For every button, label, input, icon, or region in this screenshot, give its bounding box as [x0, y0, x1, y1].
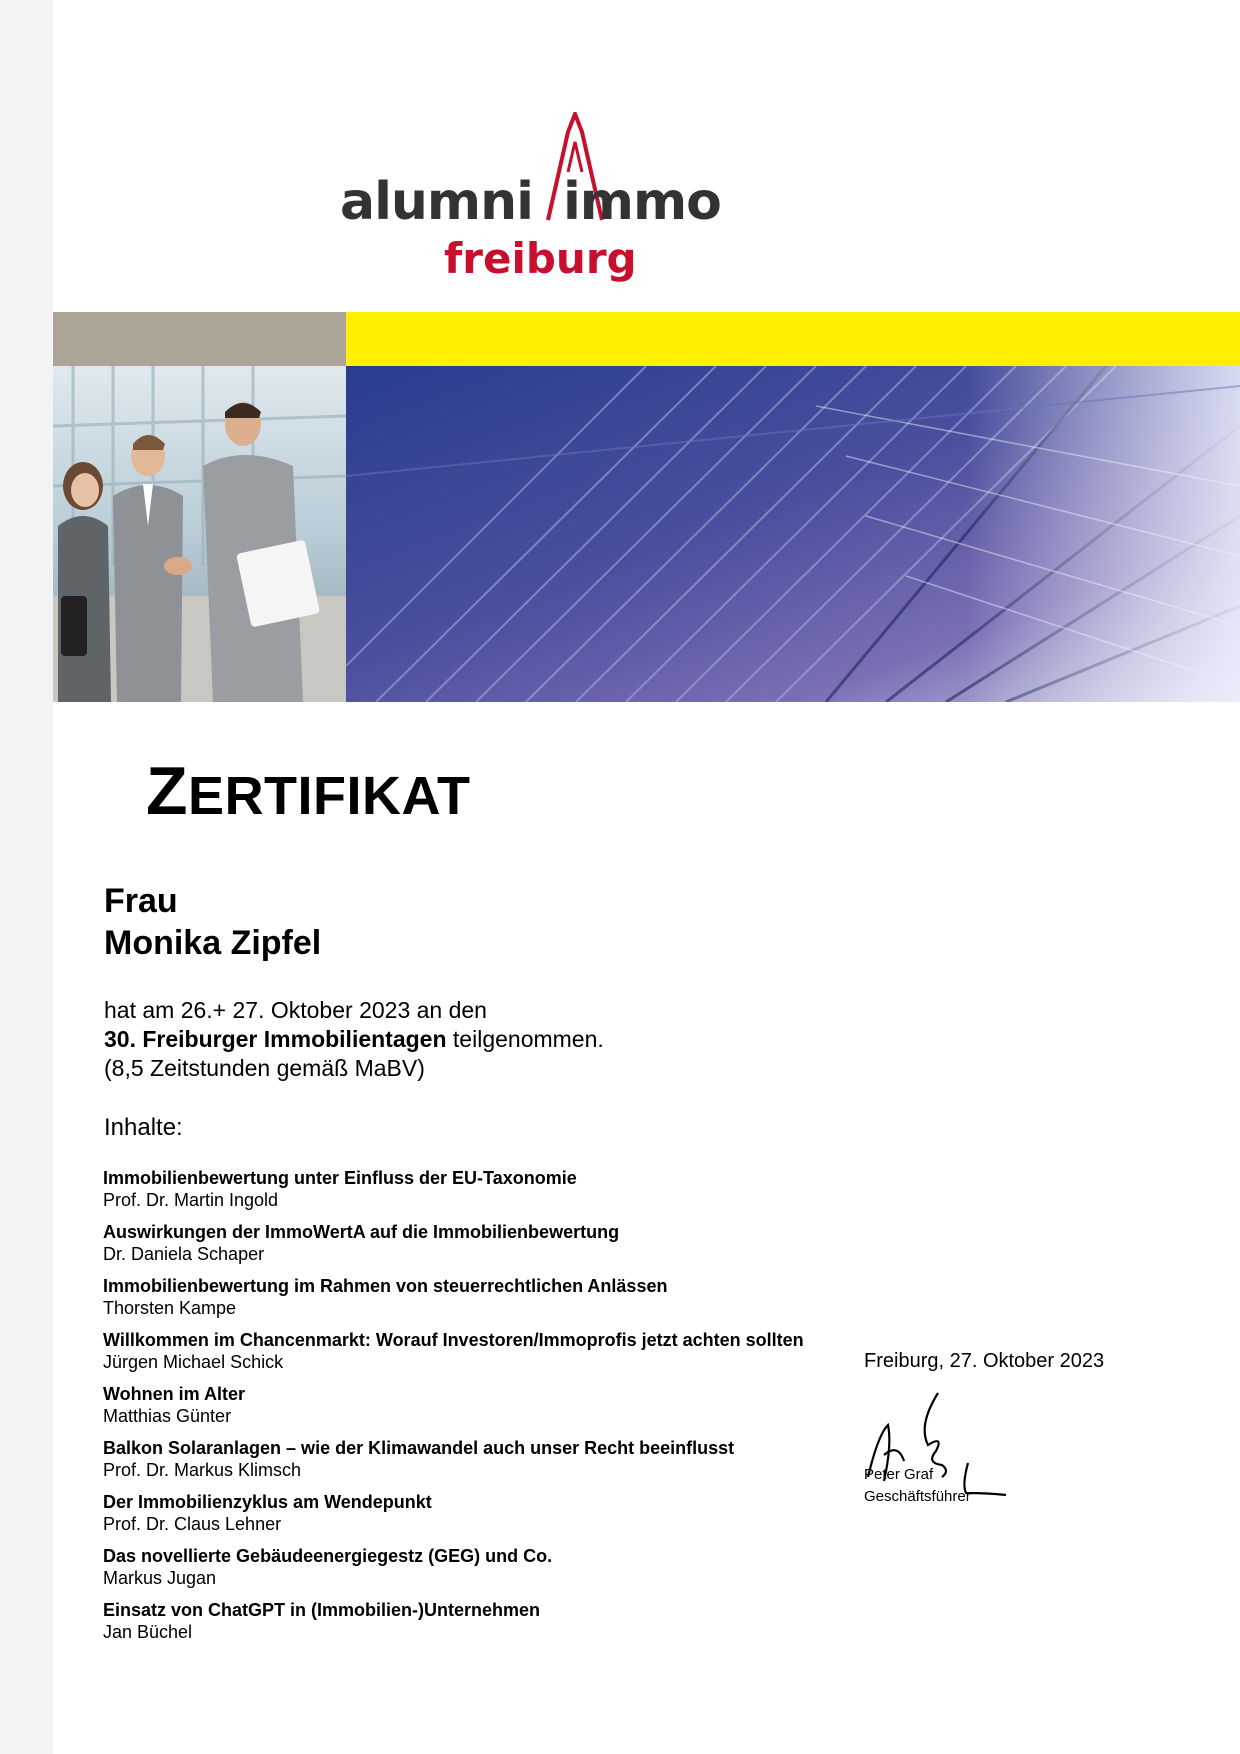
signer-name: Peter Graf [864, 1466, 934, 1483]
list-item [103, 1383, 863, 1437]
topic-speaker: Matthias Günter [103, 1406, 232, 1426]
header-band-yellow [346, 312, 1240, 366]
topic-speaker: Dr. Daniela Schaper [103, 1244, 265, 1264]
topic-speaker: Prof. Dr. Martin Ingold [103, 1190, 279, 1210]
recipient-name: Monika Zipfel [104, 924, 322, 962]
list-item [103, 1545, 863, 1599]
title-initial: Z [146, 753, 189, 829]
certificate-body [104, 996, 604, 1083]
logo-city: freiburg [444, 234, 637, 283]
topic-speaker: Prof. Dr. Claus Lehner [103, 1514, 282, 1534]
place-date: Freiburg, 27. Oktober 2023 [864, 1350, 1105, 1372]
topic-title: Einsatz von ChatGPT in (Immobilien-)Unternehmen [103, 1600, 541, 1620]
topic-speaker: Jürgen Michael Schick [103, 1352, 284, 1372]
topic-title: Immobilienbewertung im Rahmen von steuerrechtlichen Anlässen [103, 1276, 668, 1296]
recipient-salutation: Frau [104, 882, 178, 920]
event-name: 30. Freiburger Immobilientagen [104, 1026, 447, 1052]
topic-title: Willkommen im Chancenmarkt: Worauf Investoren/Immoprofis jetzt achten sollten [103, 1330, 804, 1350]
list-item [103, 1329, 863, 1383]
building-facade-photo [346, 366, 1240, 702]
body-line-2-suffix: teilgenommen. [446, 1026, 604, 1052]
list-item [103, 1491, 863, 1545]
logo-wordmark [340, 172, 721, 232]
logo-part-immo: immo [562, 172, 721, 232]
signer-block [864, 1464, 971, 1508]
topic-title: Der Immobilienzyklus am Wendepunkt [103, 1492, 432, 1512]
title-rest: ERTIFIKAT [188, 766, 471, 826]
body-line-3: (8,5 Zeitstunden gemäß MaBV) [104, 1055, 425, 1081]
topic-title: Immobilienbewertung unter Einfluss der EU-Taxonomie [103, 1168, 577, 1188]
list-item [103, 1167, 863, 1221]
logo-part-alumni: alumni [340, 172, 533, 232]
topic-title: Balkon Solaranlagen – wie der Klimawandel auch unser Recht beeinflusst [103, 1438, 735, 1458]
topic-speaker: Prof. Dr. Markus Klimsch [103, 1460, 302, 1480]
contents-heading: Inhalte: [104, 1114, 183, 1141]
business-people-photo [53, 366, 346, 702]
list-item [103, 1437, 863, 1491]
topic-speaker: Jan Büchel [103, 1622, 193, 1642]
body-line-1: hat am 26.+ 27. Oktober 2023 an den [104, 997, 487, 1023]
topic-title: Auswirkungen der ImmoWertA auf die Immobilienbewertung [103, 1222, 620, 1242]
alumni-immo-logo [340, 112, 740, 292]
body-line-2 [104, 1025, 604, 1054]
signer-role: Geschäftsführer [864, 1488, 971, 1505]
topic-speaker: Thorsten Kampe [103, 1298, 237, 1318]
topics-list [103, 1167, 863, 1653]
topic-title: Das novellierte Gebäudeenergiegestz (GEG) und Co. [103, 1546, 553, 1566]
left-margin [0, 0, 53, 1754]
header-band-gray [53, 312, 346, 366]
certificate-title [146, 752, 471, 830]
topic-speaker: Markus Jugan [103, 1568, 217, 1588]
list-item [103, 1275, 863, 1329]
topic-title: Wohnen im Alter [103, 1384, 246, 1404]
list-item [103, 1599, 863, 1653]
list-item [103, 1221, 863, 1275]
